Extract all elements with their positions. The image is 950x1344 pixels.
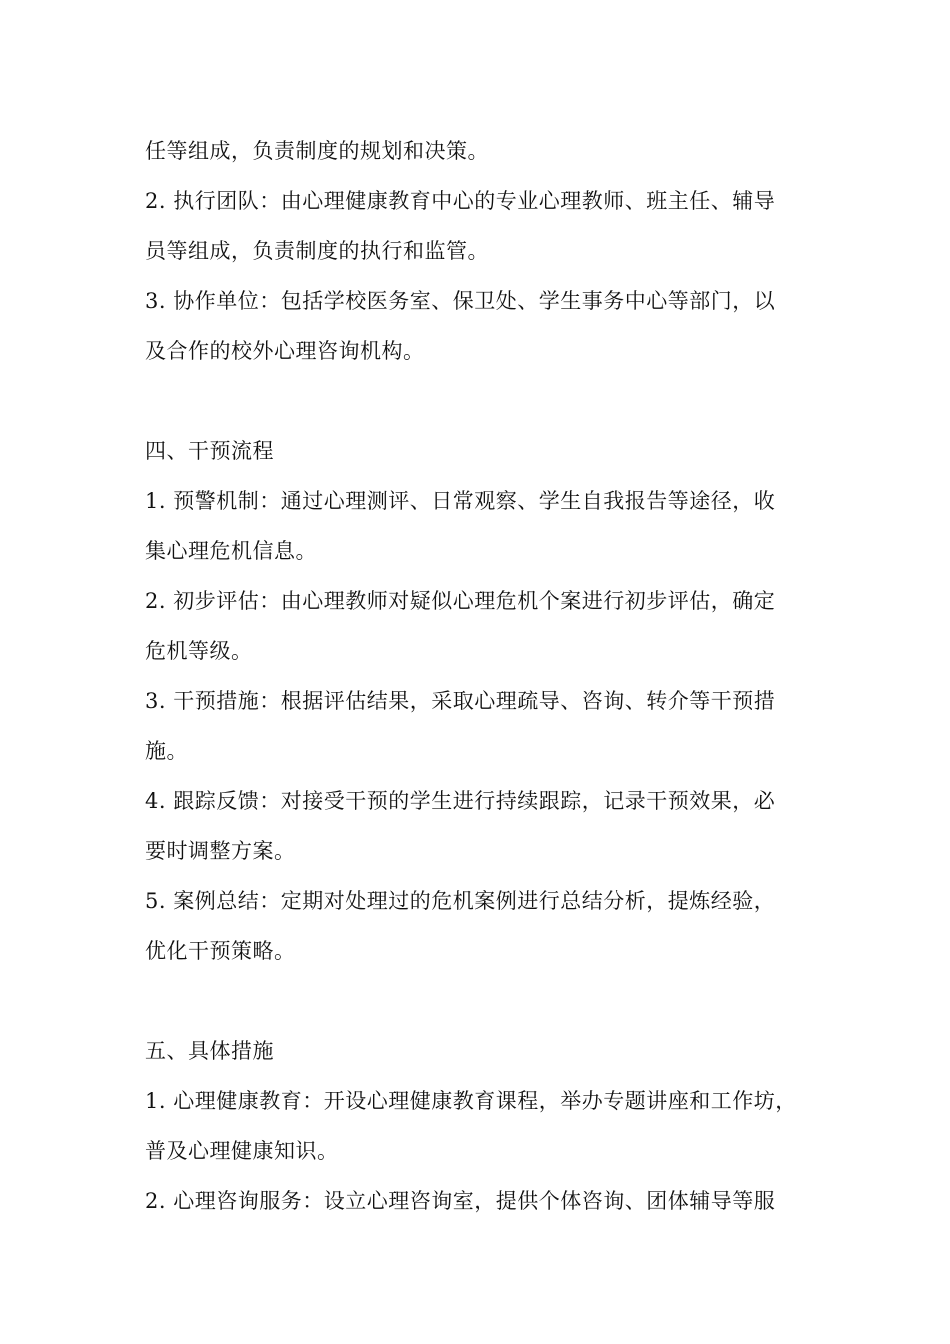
intervention-process-section — [145, 426, 845, 976]
paragraph-line: 2. 初步评估：由心理教师对疑似心理危机个案进行初步评估，确定 — [145, 589, 776, 613]
organization-section-tail — [145, 126, 845, 376]
document-body — [145, 126, 845, 1226]
paragraph-line: 3. 协作单位：包括学校医务室、保卫处、学生事务中心等部门，以 — [145, 289, 776, 313]
paragraph-line: 1. 预警机制：通过心理测评、日常观察、学生自我报告等途径，收 — [145, 489, 776, 513]
paragraph-line: 及合作的校外心理咨询机构。 — [145, 339, 425, 363]
paragraph-line: 员等组成，负责制度的执行和监管。 — [145, 239, 489, 263]
paragraph-line: 1. 心理健康教育：开设心理健康教育课程，举办专题讲座和工作坊， — [145, 1089, 797, 1113]
paragraph-line: 5. 案例总结：定期对处理过的危机案例进行总结分析，提炼经验， — [145, 889, 776, 913]
paragraph-line: 2. 执行团队：由心理健康教育中心的专业心理教师、班主任、辅导 — [145, 189, 776, 213]
paragraph-line: 要时调整方案。 — [145, 839, 296, 863]
paragraph-line: 3. 干预措施：根据评估结果，采取心理疏导、咨询、转介等干预措 — [145, 689, 776, 713]
paragraph-line: 4. 跟踪反馈：对接受干预的学生进行持续跟踪，记录干预效果，必 — [145, 789, 776, 813]
paragraph-line: 施。 — [145, 739, 188, 763]
section-spacer — [145, 376, 845, 426]
paragraph-line: 集心理危机信息。 — [145, 539, 317, 563]
paragraph-line: 优化干预策略。 — [145, 939, 296, 963]
paragraph-line: 2. 心理咨询服务：设立心理咨询室，提供个体咨询、团体辅导等服 — [145, 1189, 776, 1213]
paragraph-line: 普及心理健康知识。 — [145, 1139, 339, 1163]
section-heading: 四、干预流程 — [145, 439, 274, 463]
paragraph-line: 任等组成，负责制度的规划和决策。 — [145, 139, 489, 163]
paragraph-line: 危机等级。 — [145, 639, 253, 663]
section-heading: 五、具体措施 — [145, 1039, 274, 1063]
section-spacer — [145, 976, 845, 1026]
specific-measures-section — [145, 1026, 845, 1226]
